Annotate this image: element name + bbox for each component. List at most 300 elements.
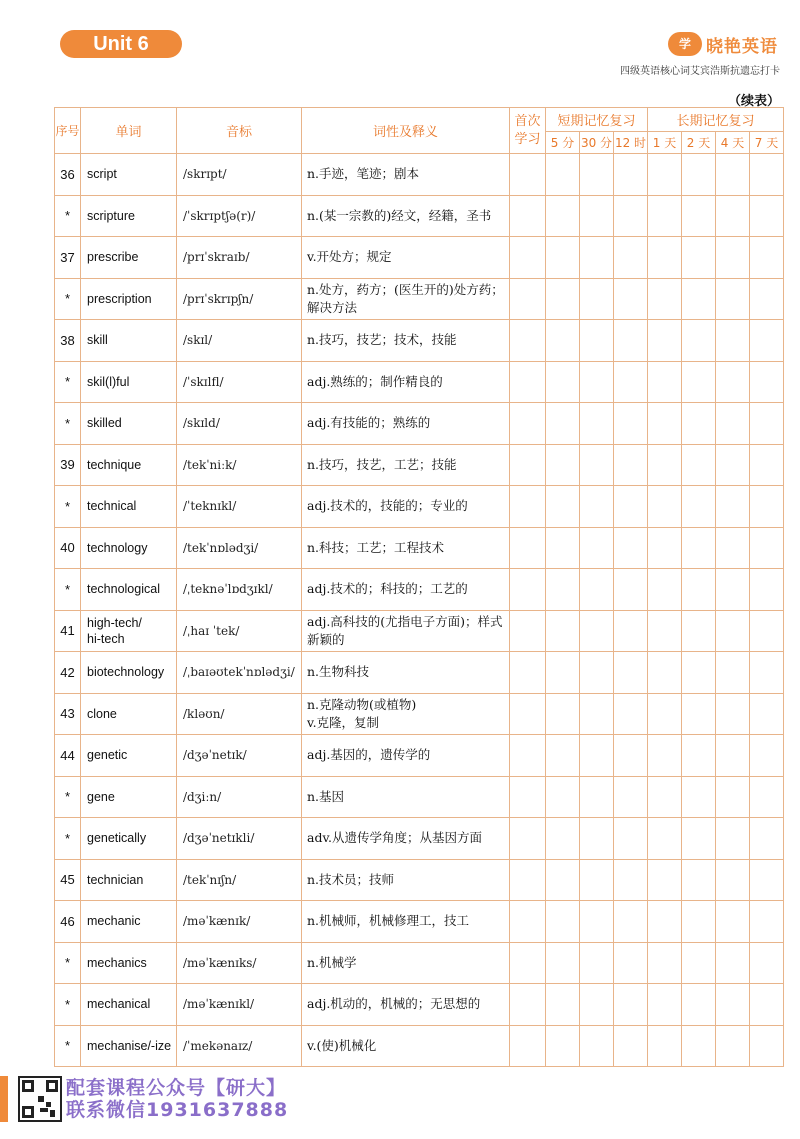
phonetic-cell: /skɪld/ bbox=[177, 403, 302, 445]
checkin-box[interactable] bbox=[546, 527, 580, 569]
checkin-box[interactable] bbox=[614, 652, 648, 694]
checkin-box[interactable] bbox=[750, 320, 784, 362]
row-number: * bbox=[55, 942, 81, 984]
promo-line-2: 联系微信1931637888 bbox=[66, 1099, 289, 1121]
checkin-box[interactable] bbox=[580, 237, 614, 279]
checkin-box[interactable] bbox=[682, 486, 716, 528]
checkin-box[interactable] bbox=[580, 984, 614, 1026]
word-cell: script bbox=[81, 154, 177, 196]
checkin-box[interactable] bbox=[510, 942, 546, 984]
continued-label: （续表） bbox=[727, 94, 780, 109]
checkin-box[interactable] bbox=[682, 444, 716, 486]
table-row bbox=[55, 693, 784, 735]
checkin-box[interactable] bbox=[648, 486, 682, 528]
table-row bbox=[55, 901, 784, 943]
table-row bbox=[55, 1025, 784, 1067]
checkin-box[interactable] bbox=[614, 818, 648, 860]
checkin-box[interactable] bbox=[614, 444, 648, 486]
word-cell: prescription bbox=[81, 278, 177, 320]
checkin-box[interactable] bbox=[546, 735, 580, 777]
checkin-box[interactable] bbox=[614, 942, 648, 984]
checkin-box[interactable] bbox=[580, 942, 614, 984]
table-row bbox=[55, 942, 784, 984]
table-row bbox=[55, 278, 784, 320]
definition-cell: adj.高科技的(尤指电子方面)；样式新颖的 bbox=[302, 610, 510, 652]
word-cell: technical bbox=[81, 486, 177, 528]
phonetic-cell: /dʒəˈnetɪkli/ bbox=[177, 818, 302, 860]
checkin-box[interactable] bbox=[614, 1025, 648, 1067]
phonetic-cell: /prɪˈskrɪpʃn/ bbox=[177, 278, 302, 320]
col-header-definition: 词性及释义 bbox=[302, 108, 510, 154]
word-cell: mechanic bbox=[81, 901, 177, 943]
row-number: * bbox=[55, 818, 81, 860]
checkin-box[interactable] bbox=[546, 859, 580, 901]
checkin-box[interactable] bbox=[716, 818, 750, 860]
checkin-box[interactable] bbox=[580, 486, 614, 528]
checkin-box[interactable] bbox=[648, 859, 682, 901]
checkin-box[interactable] bbox=[648, 527, 682, 569]
checkin-box[interactable] bbox=[546, 776, 580, 818]
checkin-box[interactable] bbox=[510, 984, 546, 1026]
checkin-box[interactable] bbox=[510, 776, 546, 818]
checkin-box[interactable] bbox=[546, 818, 580, 860]
phonetic-cell: /ˌteknəˈlɒdʒɪkl/ bbox=[177, 569, 302, 611]
row-number: 41 bbox=[55, 610, 81, 652]
col-header-no: 序号 bbox=[55, 108, 81, 154]
checkin-box[interactable] bbox=[750, 403, 784, 445]
checkin-box[interactable] bbox=[750, 195, 784, 237]
checkin-box[interactable] bbox=[510, 154, 546, 196]
checkin-box[interactable] bbox=[546, 942, 580, 984]
phonetic-cell: /dʒiːn/ bbox=[177, 776, 302, 818]
col-header-short-review: 短期记忆复习 bbox=[546, 108, 648, 132]
checkin-box[interactable] bbox=[716, 569, 750, 611]
checkin-box[interactable] bbox=[614, 154, 648, 196]
checkin-box[interactable] bbox=[510, 859, 546, 901]
checkin-box[interactable] bbox=[510, 610, 546, 652]
word-cell: skil(l)ful bbox=[81, 361, 177, 403]
row-number: * bbox=[55, 984, 81, 1026]
row-number: 40 bbox=[55, 527, 81, 569]
checkin-box[interactable] bbox=[614, 610, 648, 652]
table-row bbox=[55, 776, 784, 818]
table-row bbox=[55, 652, 784, 694]
word-cell: technician bbox=[81, 859, 177, 901]
word-cell: mechanise/-ize bbox=[81, 1025, 177, 1067]
phonetic-cell: /skɪl/ bbox=[177, 320, 302, 362]
brand-logo-group bbox=[668, 31, 778, 57]
checkin-box[interactable] bbox=[510, 361, 546, 403]
checkin-box[interactable] bbox=[750, 444, 784, 486]
word-cell: technique bbox=[81, 444, 177, 486]
word-cell: high-tech/ hi-tech bbox=[81, 610, 177, 652]
checkin-box[interactable] bbox=[648, 610, 682, 652]
checkin-box[interactable] bbox=[510, 320, 546, 362]
checkin-box[interactable] bbox=[614, 278, 648, 320]
checkin-box[interactable] bbox=[546, 320, 580, 362]
subcol-7day: 7 天 bbox=[750, 132, 784, 154]
table-row bbox=[55, 361, 784, 403]
definition-cell: adj.有技能的；熟练的 bbox=[302, 403, 510, 445]
checkin-box[interactable] bbox=[750, 569, 784, 611]
checkin-box[interactable] bbox=[750, 610, 784, 652]
checkin-box[interactable] bbox=[750, 361, 784, 403]
phonetic-cell: /ˈskrɪptʃə(r)/ bbox=[177, 195, 302, 237]
checkin-box[interactable] bbox=[682, 693, 716, 735]
checkin-box[interactable] bbox=[546, 403, 580, 445]
phonetic-cell: /dʒəˈnetɪk/ bbox=[177, 735, 302, 777]
checkin-box[interactable] bbox=[682, 527, 716, 569]
checkin-box[interactable] bbox=[580, 403, 614, 445]
checkin-box[interactable] bbox=[510, 735, 546, 777]
checkin-box[interactable] bbox=[546, 984, 580, 1026]
checkin-box[interactable] bbox=[716, 901, 750, 943]
row-number: 43 bbox=[55, 693, 81, 735]
checkin-box[interactable] bbox=[682, 652, 716, 694]
checkin-box[interactable] bbox=[750, 735, 784, 777]
checkin-box[interactable] bbox=[682, 735, 716, 777]
checkin-box[interactable] bbox=[580, 195, 614, 237]
word-cell: gene bbox=[81, 776, 177, 818]
checkin-box[interactable] bbox=[716, 859, 750, 901]
definition-cell: v.(使)机械化 bbox=[302, 1025, 510, 1067]
definition-cell: adj.技术的，技能的；专业的 bbox=[302, 486, 510, 528]
definition-cell: adv.从遗传学角度；从基因方面 bbox=[302, 818, 510, 860]
row-number: * bbox=[55, 403, 81, 445]
checkin-box[interactable] bbox=[716, 403, 750, 445]
word-cell: skill bbox=[81, 320, 177, 362]
definition-cell: n.处方，药方；(医生开的)处方药；解决方法 bbox=[302, 278, 510, 320]
row-number: 46 bbox=[55, 901, 81, 943]
word-cell: genetic bbox=[81, 735, 177, 777]
checkin-box[interactable] bbox=[716, 984, 750, 1026]
row-number: * bbox=[55, 361, 81, 403]
brand-subtitle: 四级英语核心词艾宾浩斯抗遗忘打卡 bbox=[620, 66, 780, 77]
checkin-box[interactable] bbox=[750, 942, 784, 984]
promo-text bbox=[66, 1077, 326, 1121]
checkin-box[interactable] bbox=[546, 569, 580, 611]
phonetic-cell: /ˌbaɪəʊtekˈnɒlədʒi/ bbox=[177, 652, 302, 694]
checkin-box[interactable] bbox=[648, 818, 682, 860]
checkin-box[interactable] bbox=[716, 776, 750, 818]
phonetic-cell: /ˈskɪlfl/ bbox=[177, 361, 302, 403]
checkin-box[interactable] bbox=[716, 693, 750, 735]
checkin-box[interactable] bbox=[750, 278, 784, 320]
word-cell: mechanical bbox=[81, 984, 177, 1026]
checkin-box[interactable] bbox=[510, 1025, 546, 1067]
row-number: 44 bbox=[55, 735, 81, 777]
subcol-4day: 4 天 bbox=[716, 132, 750, 154]
checkin-box[interactable] bbox=[546, 610, 580, 652]
checkin-box[interactable] bbox=[682, 569, 716, 611]
checkin-box[interactable] bbox=[546, 278, 580, 320]
checkin-box[interactable] bbox=[614, 984, 648, 1026]
definition-cell: n.技巧，技艺；技术，技能 bbox=[302, 320, 510, 362]
table-row bbox=[55, 154, 784, 196]
checkin-box[interactable] bbox=[546, 154, 580, 196]
checkin-box[interactable] bbox=[716, 361, 750, 403]
checkin-box[interactable] bbox=[716, 610, 750, 652]
checkin-box[interactable] bbox=[510, 693, 546, 735]
promo-line-1: 配套课程公众号【研大】 bbox=[66, 1077, 287, 1099]
checkin-box[interactable] bbox=[716, 237, 750, 279]
row-number: 38 bbox=[55, 320, 81, 362]
checkin-box[interactable] bbox=[546, 237, 580, 279]
checkin-box[interactable] bbox=[648, 735, 682, 777]
word-cell: skilled bbox=[81, 403, 177, 445]
table-row bbox=[55, 859, 784, 901]
checkin-box[interactable] bbox=[580, 652, 614, 694]
checkin-box[interactable] bbox=[614, 486, 648, 528]
table-row bbox=[55, 984, 784, 1026]
checkin-box[interactable] bbox=[580, 154, 614, 196]
definition-cell: n.机械师，机械修理工，技工 bbox=[302, 901, 510, 943]
checkin-box[interactable] bbox=[716, 154, 750, 196]
checkin-box[interactable] bbox=[750, 984, 784, 1026]
checkin-box[interactable] bbox=[682, 942, 716, 984]
checkin-box[interactable] bbox=[580, 278, 614, 320]
checkin-box[interactable] bbox=[648, 693, 682, 735]
checkin-box[interactable] bbox=[510, 403, 546, 445]
row-number: 45 bbox=[55, 859, 81, 901]
word-cell: clone bbox=[81, 693, 177, 735]
checkin-box[interactable] bbox=[510, 569, 546, 611]
phonetic-cell: /məˈkænɪk/ bbox=[177, 901, 302, 943]
page-edge-bar bbox=[0, 1076, 8, 1122]
col-header-long-review: 长期记忆复习 bbox=[648, 108, 784, 132]
checkin-box[interactable] bbox=[580, 569, 614, 611]
checkin-box[interactable] bbox=[580, 776, 614, 818]
checkin-box[interactable] bbox=[546, 1025, 580, 1067]
row-number: 36 bbox=[55, 154, 81, 196]
checkin-box[interactable] bbox=[580, 735, 614, 777]
checkin-box[interactable] bbox=[682, 859, 716, 901]
subcol-5min: 5 分 bbox=[546, 132, 580, 154]
subcol-1day: 1 天 bbox=[648, 132, 682, 154]
col-header-word: 单词 bbox=[81, 108, 177, 154]
checkin-box[interactable] bbox=[648, 984, 682, 1026]
checkin-box[interactable] bbox=[614, 237, 648, 279]
checkin-box[interactable] bbox=[750, 901, 784, 943]
checkin-box[interactable] bbox=[682, 984, 716, 1026]
checkin-box[interactable] bbox=[580, 1025, 614, 1067]
checkin-box[interactable] bbox=[546, 901, 580, 943]
checkin-box[interactable] bbox=[648, 195, 682, 237]
checkin-box[interactable] bbox=[716, 195, 750, 237]
checkin-box[interactable] bbox=[546, 693, 580, 735]
checkin-box[interactable] bbox=[614, 901, 648, 943]
definition-cell: adj.机动的，机械的；无思想的 bbox=[302, 984, 510, 1026]
checkin-box[interactable] bbox=[750, 486, 784, 528]
checkin-box[interactable] bbox=[716, 1025, 750, 1067]
checkin-box[interactable] bbox=[682, 195, 716, 237]
table-row bbox=[55, 195, 784, 237]
row-number: * bbox=[55, 278, 81, 320]
checkin-box[interactable] bbox=[716, 652, 750, 694]
checkin-box[interactable] bbox=[648, 237, 682, 279]
vocab-table-body bbox=[55, 154, 784, 1067]
checkin-box[interactable] bbox=[682, 818, 716, 860]
checkin-box[interactable] bbox=[682, 1025, 716, 1067]
checkin-box[interactable] bbox=[580, 320, 614, 362]
checkin-box[interactable] bbox=[682, 361, 716, 403]
row-number: 37 bbox=[55, 237, 81, 279]
phonetic-cell: /prɪˈskraɪb/ bbox=[177, 237, 302, 279]
checkin-box[interactable] bbox=[750, 818, 784, 860]
checkin-box[interactable] bbox=[510, 901, 546, 943]
checkin-box[interactable] bbox=[750, 154, 784, 196]
checkin-box[interactable] bbox=[716, 527, 750, 569]
row-number: * bbox=[55, 569, 81, 611]
checkin-box[interactable] bbox=[750, 1025, 784, 1067]
phonetic-cell: /tekˈnɪʃn/ bbox=[177, 859, 302, 901]
checkin-box[interactable] bbox=[750, 859, 784, 901]
checkin-box[interactable] bbox=[546, 195, 580, 237]
checkin-box[interactable] bbox=[614, 403, 648, 445]
checkin-box[interactable] bbox=[648, 652, 682, 694]
checkin-box[interactable] bbox=[682, 278, 716, 320]
checkin-box[interactable] bbox=[648, 569, 682, 611]
checkin-box[interactable] bbox=[750, 527, 784, 569]
table-row bbox=[55, 444, 784, 486]
checkin-box[interactable] bbox=[510, 444, 546, 486]
definition-cell: v.开处方；规定 bbox=[302, 237, 510, 279]
checkin-box[interactable] bbox=[716, 278, 750, 320]
word-cell: biotechnology bbox=[81, 652, 177, 694]
unit-label: Unit 6 bbox=[60, 30, 182, 58]
checkin-box[interactable] bbox=[648, 403, 682, 445]
col-header-first-study: 首次学习 bbox=[510, 108, 546, 154]
subcol-12h: 12 时 bbox=[614, 132, 648, 154]
checkin-box[interactable] bbox=[750, 652, 784, 694]
checkin-box[interactable] bbox=[580, 361, 614, 403]
brand-logo-icon: 学 bbox=[668, 32, 702, 56]
checkin-box[interactable] bbox=[648, 154, 682, 196]
definition-cell: n.科技；工艺；工程技术 bbox=[302, 527, 510, 569]
checkin-box[interactable] bbox=[546, 444, 580, 486]
table-row bbox=[55, 403, 784, 445]
checkin-box[interactable] bbox=[614, 320, 648, 362]
checkin-box[interactable] bbox=[716, 320, 750, 362]
subcol-2day: 2 天 bbox=[682, 132, 716, 154]
checkin-box[interactable] bbox=[648, 776, 682, 818]
checkin-box[interactable] bbox=[580, 444, 614, 486]
checkin-box[interactable] bbox=[716, 735, 750, 777]
checkin-box[interactable] bbox=[682, 403, 716, 445]
definition-cell: n.手迹，笔迹；剧本 bbox=[302, 154, 510, 196]
row-number: * bbox=[55, 776, 81, 818]
checkin-box[interactable] bbox=[682, 154, 716, 196]
checkin-box[interactable] bbox=[510, 278, 546, 320]
checkin-box[interactable] bbox=[682, 610, 716, 652]
checkin-box[interactable] bbox=[614, 361, 648, 403]
checkin-box[interactable] bbox=[580, 859, 614, 901]
vocab-table bbox=[54, 107, 784, 1067]
definition-cell: n.基因 bbox=[302, 776, 510, 818]
checkin-box[interactable] bbox=[648, 901, 682, 943]
subcol-30min: 30 分 bbox=[580, 132, 614, 154]
checkin-box[interactable] bbox=[580, 693, 614, 735]
phonetic-cell: /məˈkænɪks/ bbox=[177, 942, 302, 984]
checkin-box[interactable] bbox=[580, 610, 614, 652]
brand-name: 晓艳英语 bbox=[706, 36, 778, 57]
table-row bbox=[55, 486, 784, 528]
checkin-box[interactable] bbox=[510, 486, 546, 528]
checkin-box[interactable] bbox=[614, 693, 648, 735]
checkin-box[interactable] bbox=[614, 776, 648, 818]
checkin-box[interactable] bbox=[614, 735, 648, 777]
checkin-box[interactable] bbox=[546, 652, 580, 694]
checkin-box[interactable] bbox=[510, 527, 546, 569]
checkin-box[interactable] bbox=[510, 652, 546, 694]
checkin-box[interactable] bbox=[648, 320, 682, 362]
table-row bbox=[55, 569, 784, 611]
definition-cell: adj.熟练的；制作精良的 bbox=[302, 361, 510, 403]
phonetic-cell: /ˌhaɪ ˈtek/ bbox=[177, 610, 302, 652]
phonetic-cell: /tekˈniːk/ bbox=[177, 444, 302, 486]
row-number: 39 bbox=[55, 444, 81, 486]
checkin-box[interactable] bbox=[750, 693, 784, 735]
checkin-box[interactable] bbox=[580, 818, 614, 860]
phonetic-cell: /məˈkænɪkl/ bbox=[177, 984, 302, 1026]
checkin-box[interactable] bbox=[510, 237, 546, 279]
checkin-box[interactable] bbox=[648, 278, 682, 320]
definition-cell: adj.基因的，遗传学的 bbox=[302, 735, 510, 777]
row-number: * bbox=[55, 486, 81, 528]
row-number: 42 bbox=[55, 652, 81, 694]
table-row bbox=[55, 320, 784, 362]
checkin-box[interactable] bbox=[614, 859, 648, 901]
checkin-box[interactable] bbox=[682, 320, 716, 362]
checkin-box[interactable] bbox=[648, 942, 682, 984]
row-number: * bbox=[55, 1025, 81, 1067]
checkin-box[interactable] bbox=[580, 901, 614, 943]
checkin-box[interactable] bbox=[750, 237, 784, 279]
table-row bbox=[55, 237, 784, 279]
checkin-box[interactable] bbox=[682, 776, 716, 818]
checkin-box[interactable] bbox=[682, 237, 716, 279]
checkin-box[interactable] bbox=[716, 942, 750, 984]
checkin-box[interactable] bbox=[614, 569, 648, 611]
phonetic-cell: /ˈteknɪkl/ bbox=[177, 486, 302, 528]
table-row bbox=[55, 818, 784, 860]
checkin-box[interactable] bbox=[648, 444, 682, 486]
checkin-box[interactable] bbox=[614, 195, 648, 237]
checkin-box[interactable] bbox=[682, 901, 716, 943]
checkin-box[interactable] bbox=[546, 361, 580, 403]
phonetic-cell: /kləʊn/ bbox=[177, 693, 302, 735]
word-cell: mechanics bbox=[81, 942, 177, 984]
checkin-box[interactable] bbox=[614, 527, 648, 569]
checkin-box[interactable] bbox=[510, 818, 546, 860]
word-cell: technological bbox=[81, 569, 177, 611]
definition-cell: n.技巧，技艺，工艺；技能 bbox=[302, 444, 510, 486]
col-header-phonetic: 音标 bbox=[177, 108, 302, 154]
qr-code-icon bbox=[18, 1076, 62, 1122]
checkin-box[interactable] bbox=[648, 1025, 682, 1067]
checkin-box[interactable] bbox=[510, 195, 546, 237]
checkin-box[interactable] bbox=[648, 361, 682, 403]
definition-cell: n.技术员；技师 bbox=[302, 859, 510, 901]
checkin-box[interactable] bbox=[546, 486, 580, 528]
checkin-box[interactable] bbox=[580, 527, 614, 569]
definition-cell: n.生物科技 bbox=[302, 652, 510, 694]
definition-cell: n.克隆动物(或植物) v.克隆，复制 bbox=[302, 693, 510, 735]
checkin-box[interactable] bbox=[716, 486, 750, 528]
word-cell: genetically bbox=[81, 818, 177, 860]
checkin-box[interactable] bbox=[716, 444, 750, 486]
checkin-box[interactable] bbox=[750, 776, 784, 818]
